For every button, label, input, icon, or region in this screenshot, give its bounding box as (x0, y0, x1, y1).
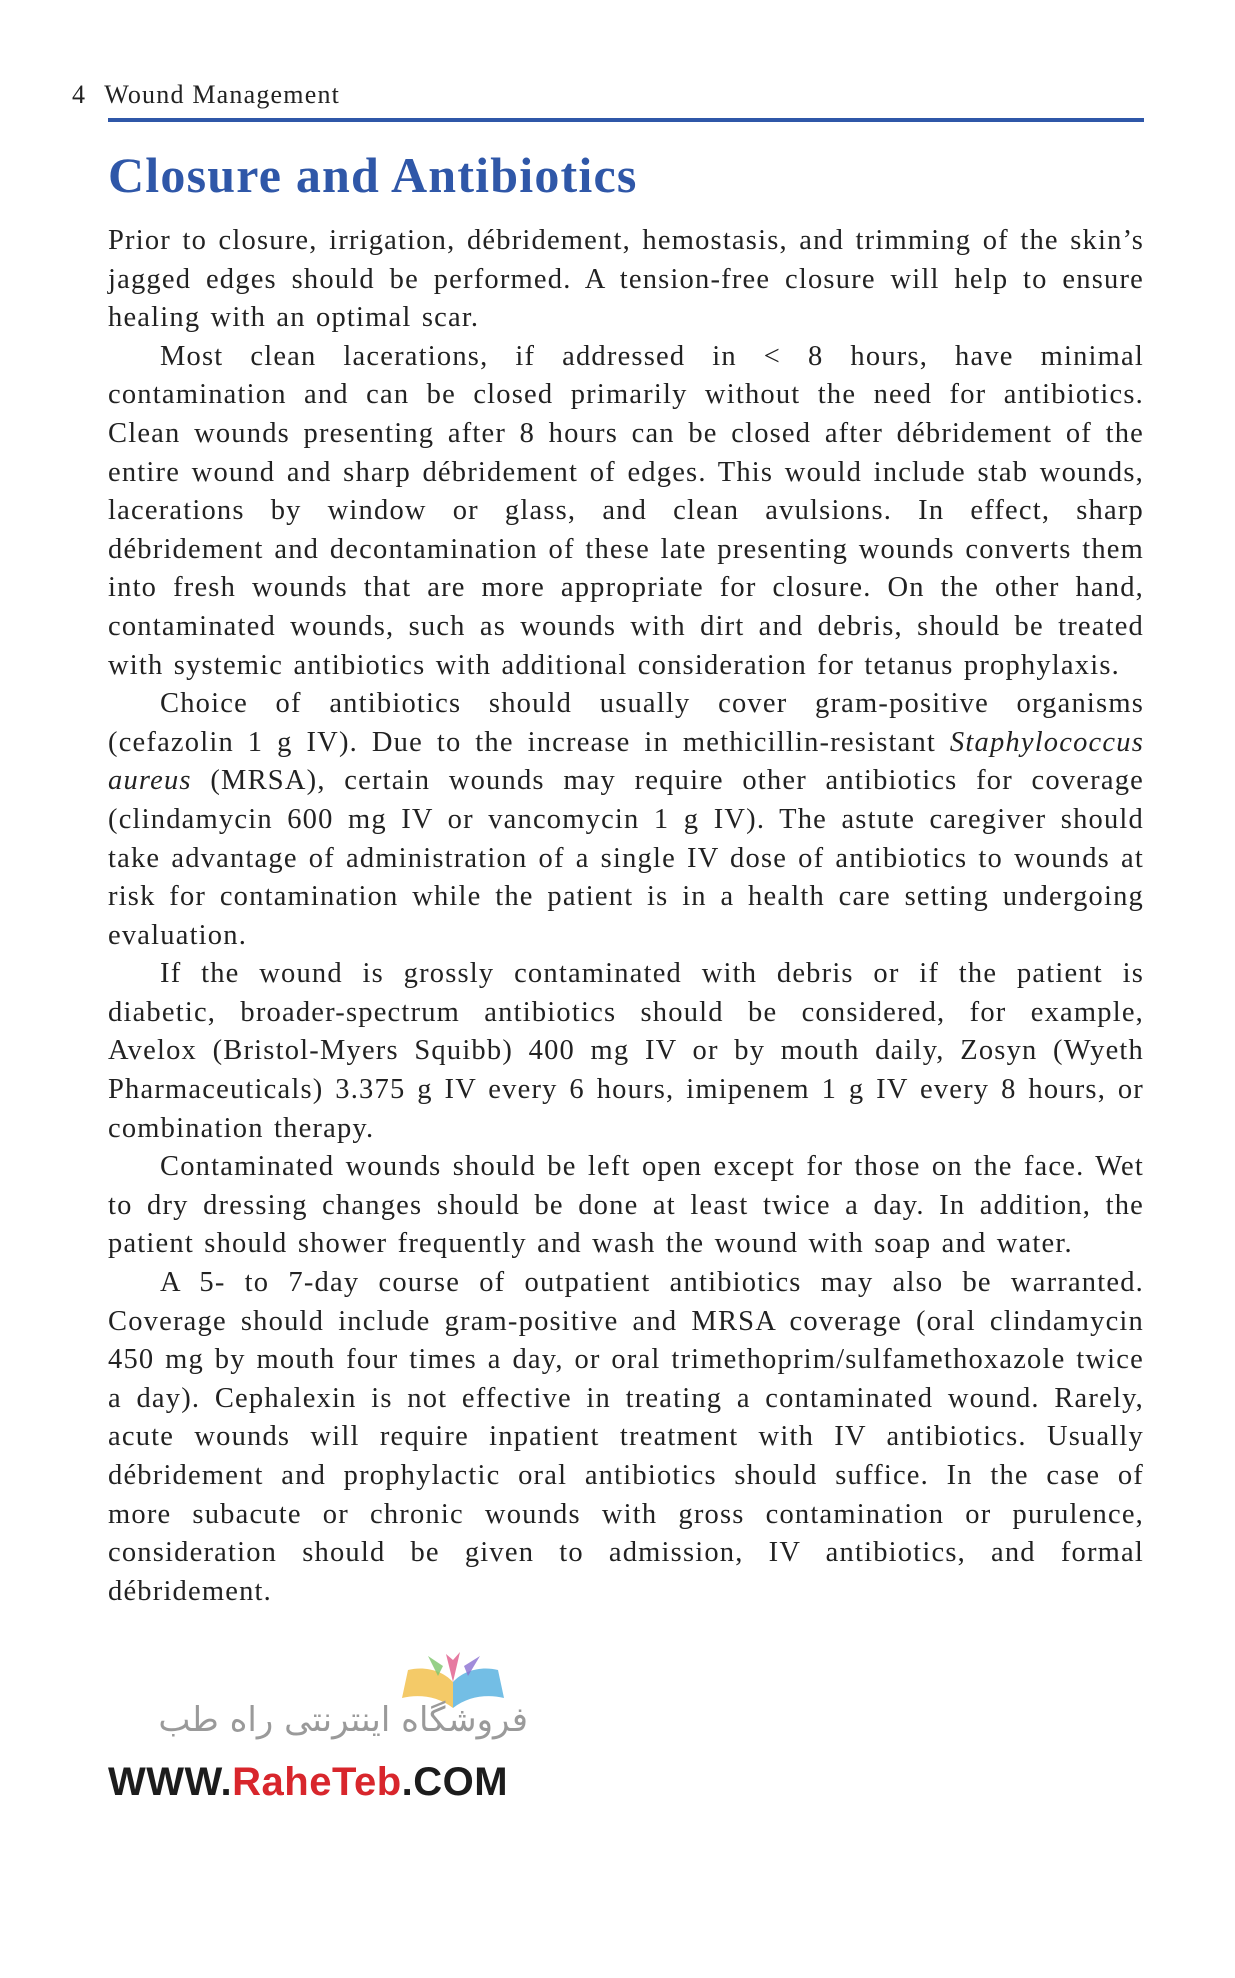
paragraph-2: Most clean lacerations, if addressed in < 8 hours, have minimal contamination and can be closed primarily without the need for antibiotics. Clean wounds presenting after 8 hours can be closed after débridement of the entire wound and sharp débridement of edges. This would include stab wounds, lacerations by window or glass, and clean avulsions. In effect, sharp débridement and decontamination of these late presenting wounds converts them into fresh wounds that are more appropriate for closure. On the other hand, contaminated wounds, such as wounds with dirt and debris, should be treated with systemic antibiotics with additional consideration for tetanus prophylaxis. (108, 340, 1144, 681)
organism-name: Staphylococcus aureus (108, 726, 1144, 797)
paragraph-4: If the wound is grossly contaminated with debris or if the patient is diabetic, broader-spectrum antibiotics should be considered, for example, Avelox (Bristol-Myers Squibb) 400 mg IV or by mouth daily, Zosyn (Wyeth Pharmaceuticals) 3.375 g IV every 6 hours, imipenem 1 g IV every 8 hours, or combination therapy. (108, 958, 1144, 1144)
paragraph-3-start: Choice of antibiotics should usually cover gram-positive organisms (cefazolin 1 g IV). Due to the increase in methicillin-resistant (108, 688, 1144, 758)
section-title: Closure and Antibiotics (108, 147, 638, 203)
running-head (72, 80, 340, 110)
paragraph-6: A 5- to 7-day course of outpatient antibiotics may also be warranted. Coverage should include gram-positive and MRSA coverage (oral clindamycin 450 mg by mouth four times a day, or oral trimethoprim/sulfamethoxazole twice a day). Cephalexin is not effective in treating a contaminated wound. Rarely, acute wounds will require inpatient treatment with IV antibiotics. Usually débridement and prophylactic oral antibiotics should suffice. In the case of more subacute or chronic wounds with gross contamination or purulence, consideration should be given to admission, IV antibiotics, and formal débridement. (108, 1267, 1144, 1607)
paragraph-3-end: (MRSA), certain wounds may require other antibiotics for coverage (clindamycin 600 mg IV or vancomycin 1 g IV). The astute caregiver should take advantage of administration of a single IV dose of antibiotics to wounds at risk for contamination while the patient is in a health care setting undergoing evaluation. (108, 765, 1144, 951)
paragraph-1: Prior to closure, irrigation, débridement, hemostasis, and trimming of the skin’s jagged edges should be performed. A tension-free closure will help to ensure healing with an optimal scar. (108, 225, 1144, 334)
url-prefix: WWW. (108, 1760, 233, 1804)
url-brand: RaheTeb (232, 1760, 402, 1804)
running-title: Wound Management (104, 80, 341, 109)
paragraph-3 (108, 685, 1144, 955)
paragraph-5: Contaminated wounds should be left open except for those on the face. Wet to dry dressing changes should be done at least twice a day. In addition, the patient should shower frequently and wash the wound with soap and water. (108, 1151, 1144, 1260)
body-text (108, 222, 1144, 1611)
header-rule (108, 118, 1144, 122)
watermark-url (108, 1760, 508, 1805)
page-number: 4 (72, 80, 87, 109)
watermark-persian-text: فروشگاه اینترنتی راه طب (158, 1700, 528, 1740)
url-suffix: .COM (401, 1760, 509, 1804)
